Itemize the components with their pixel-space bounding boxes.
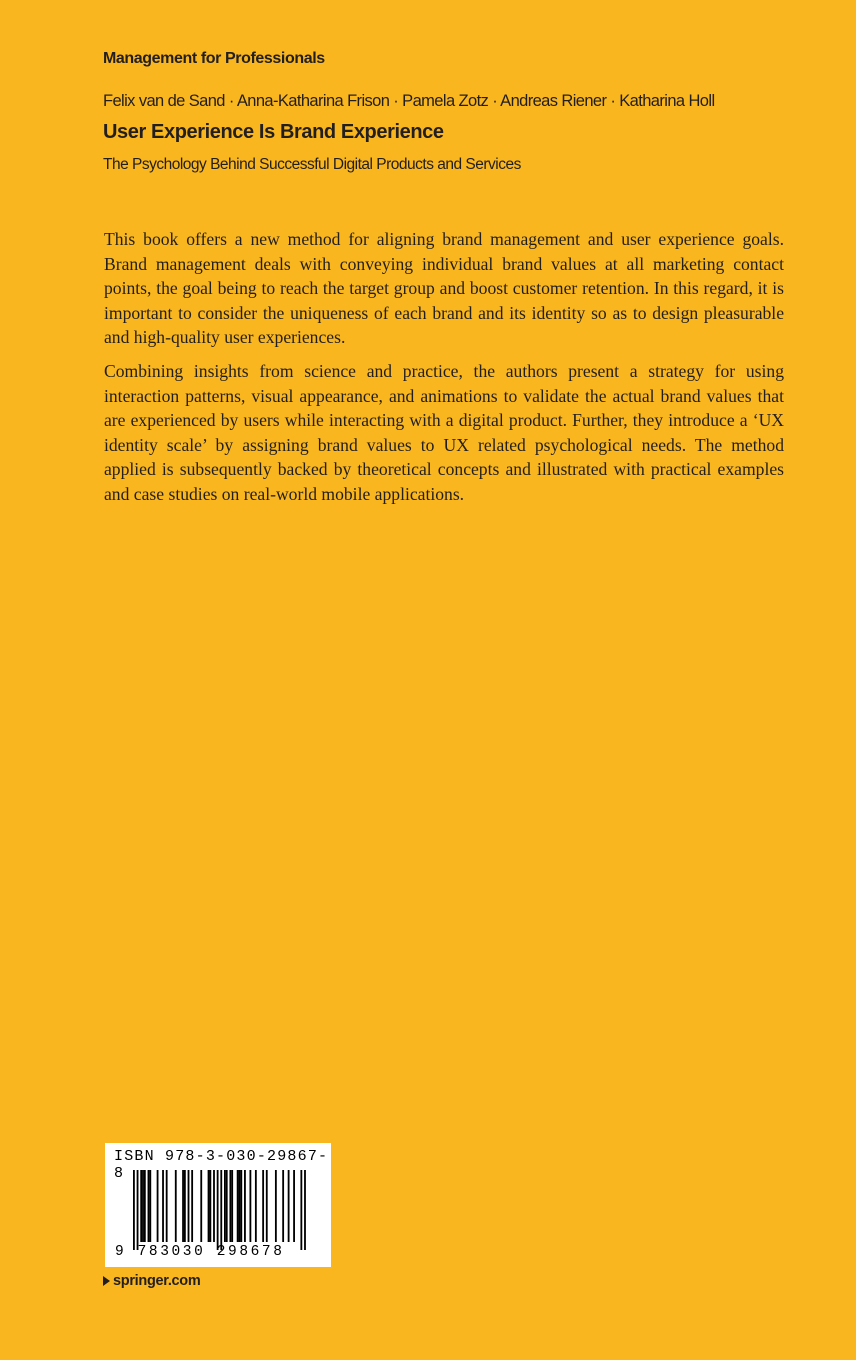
barcode-bar	[220, 1170, 222, 1250]
barcode-bar	[304, 1170, 306, 1250]
barcode-bar	[217, 1170, 219, 1250]
book-description	[104, 227, 784, 516]
publisher-website: springer.com	[113, 1273, 201, 1289]
series-name: Management for Professionals	[103, 50, 325, 67]
description-paragraph: Combining insights from science and practice, the authors present a strategy for using interaction patterns, visual appearance, and animations to validate the actual brand values that are experienced by users while interacting with a digital product. Further, they introduce a ‘UX identity scale’ by assigning brand values to UX related psychological needs. The method applied is subsequently backed by theoretical concepts and illustrated with practical examples and case studies on real-world mobile applications.	[104, 360, 784, 504]
description-paragraph: This book offers a new method for aligning brand management and user experience goals. Brand management deals with conveying individual brand values at all marketing contact points, the goal being to reach the target group and boost customer retention. In this regard, it is important to consider the uniqueness of each brand and its identity so as to design pleasurable and high-quality user experiences.	[104, 229, 784, 348]
barcode-bar	[300, 1170, 302, 1250]
book-title: User Experience Is Brand Experience	[103, 121, 444, 143]
publisher-link[interactable]	[103, 1273, 200, 1289]
isbn-barcode	[105, 1143, 331, 1267]
author-list: Felix van de Sand · Anna-Katharina Frison · Pamela Zotz · Andreas Riener · Katharina Holl	[103, 92, 715, 110]
barcode-bar	[137, 1170, 139, 1250]
book-subtitle: The Psychology Behind Successful Digital Products and Services	[103, 156, 521, 173]
isbn-label: ISBN 978-3-030-29867-8	[114, 1148, 329, 1182]
arrow-right-icon	[103, 1276, 110, 1286]
barcode-digits: 9 783030 298678	[115, 1244, 285, 1260]
barcode-bar	[133, 1170, 135, 1250]
